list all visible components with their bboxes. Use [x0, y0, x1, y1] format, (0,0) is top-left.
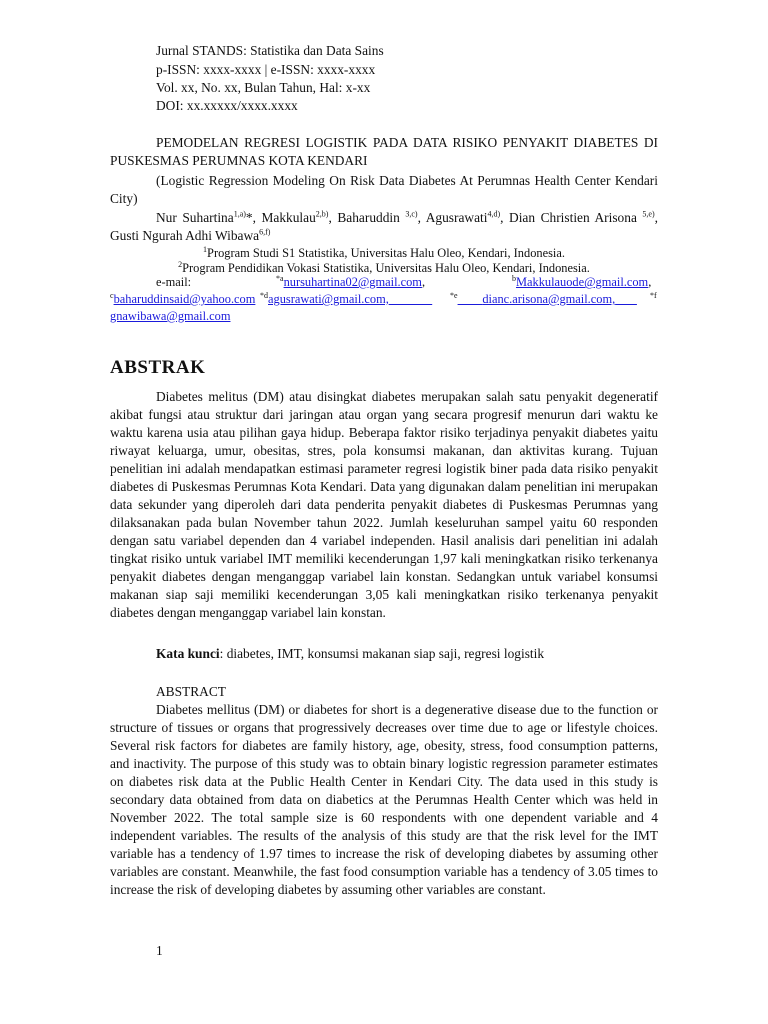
author-2: Makkulau$^{2,b)}$, — [261, 209, 338, 225]
page-number: 1 — [156, 943, 163, 958]
journal-volume: Vol. xx, No. xx, Bulan Tahun, Hal: x-xx — [156, 80, 371, 95]
keywords-label: Kata kunci — [156, 646, 220, 661]
email-label: e-mail: — [156, 275, 192, 289]
email-c[interactable]: $^c$baharuddinsaid@yahoo.com — [110, 290, 256, 306]
email-f-prefix: *f — [650, 290, 657, 300]
abstract-body: Diabetes mellitus (DM) or diabetes for short is a degenerative disease due to the function or structure of tissues or organs that progressively decreases over time due to age or lifestyle choices. Several risk factors for diabetes are family history, age, obesity, stress, food consumption patterns, and inactivity. The purpose of this study was to obtain binary logistic regression parameter estimates on diabetes risk data at the Public Health Center in Kendari City. The data used in this study is secondary data obtained from data on diabetics at the Perumnas Health Center which was held in November 2022. The total sample size is 60 respondents with one dependent variable and 4 independent variables. The results of the analysis of this study are that the risk level for the IMT variable has a tendency of 1.97 times to increase the risk of developing diabetes by assuming other variables are constant. Meanwhile, the fast food consumption variable has a tendency of 3.05 times to increase the risk of developing diabetes by assuming other variables are constant. — [110, 702, 658, 897]
affiliation-1: $^1$Program Studi S1 Statistika, Universitas Halu Oleo, Kendari, Indonesia. — [203, 244, 565, 260]
journal-name: Jurnal STANDS: Statistika dan Data Sains — [156, 43, 384, 58]
keywords — [156, 645, 544, 663]
email-f[interactable]: gnawibawa@gmail.com — [110, 309, 231, 323]
email-d[interactable]: $^{*d}$agusrawati@gmail.com, — [260, 290, 389, 306]
author-3: Baharuddin $^{3,c)}$, — [337, 209, 426, 225]
paper-title: PEMODELAN REGRESI LOGISTIK PADA DATA RISIKO PENYAKIT DIABETES DI PUSKESMAS PERUMNAS KOTA KENDARI — [110, 135, 658, 168]
author-list — [110, 209, 658, 245]
abstrak-heading: ABSTRAK — [110, 357, 206, 378]
author-5: Dian Christien Arisona $^{5,e)}$, — [509, 209, 658, 225]
abstract-heading: ABSTRACT — [156, 684, 226, 699]
keywords-values: : diabetes, IMT, konsumsi makanan siap saji, regresi logistik — [219, 646, 545, 661]
journal-doi: DOI: xx.xxxxx/xxxx.xxxx — [156, 98, 298, 113]
affiliation-2: $^2$Program Pendidikan Vokasi Statistika, Universitas Halu Oleo, Kendari, Indonesia. — [178, 259, 590, 275]
journal-issn: p-ISSN: xxxx-xxxx | e-ISSN: xxxx-xxxx — [156, 62, 376, 77]
email-b[interactable]: $^b$Makkulauode@gmail.com, — [512, 273, 652, 289]
email-e[interactable]: $^{*e}$ dianc.arisona@gmail.com, — [450, 290, 616, 306]
author-4: Agusrawati$^{4,d)}$, — [425, 209, 510, 225]
author-1: Nur Suhartina$^{1,a)}$*, — [156, 209, 262, 225]
email-a[interactable]: $^{*a}$nursuhartina02@gmail.com, — [276, 273, 426, 289]
author-6: Gusti Ngurah Adhi Wibawa$^{6,f)}$ — [110, 227, 271, 243]
abstrak-body: Diabetes melitus (DM) atau disingkat diabetes merupakan salah satu penyakit degeneratif akibat fungsi atau struktur dari jaringan atau organ yang secara progresif menurun dari waktu ke waktu karena usia atau pilihan gaya hidup. Beberapa faktor risiko terjadinya penyakit diabetes yaitu riwayat keluarga, umur, obesitas, stres, pola konsumsi makanan, dan aktivitas kurang. Tujuan penelitian ini adalah mendapatkan estimasi parameter regresi logistik biner pada data risiko penyakit diabetes di Puskesmas Perumnas Kota Kendari. Data yang digunakan dalam penelitian ini merupakan data sekunder yang diperoleh dari data penderita penyakit diabetes di Puskesmas Perumnas yang dilaksanakan pada bulan November tahun 2022. Jumlah keseluruhan sampel yaitu 60 responden dengan satu variabel dependen dan 4 variabel independen. Hasil analisis dari penelitian ini adalah tingkat risiko untuk variabel IMT memiliki kecenderungan 1,97 kali meningkatkan risiko terkenanya penyakit diabetes dengan menganggap variabel lain konstan. Sedangkan untuk variabel konsumsi makanan siap saji memiliki kecenderungan 3,05 kali meningkatkan risiko terkenanya penyakit diabetes dengan menganggap variabel lain konstan. — [110, 389, 658, 620]
paper-title-english: (Logistic Regression Modeling On Risk Data Diabetes At Perumnas Health Center Kendari City) — [110, 173, 658, 206]
